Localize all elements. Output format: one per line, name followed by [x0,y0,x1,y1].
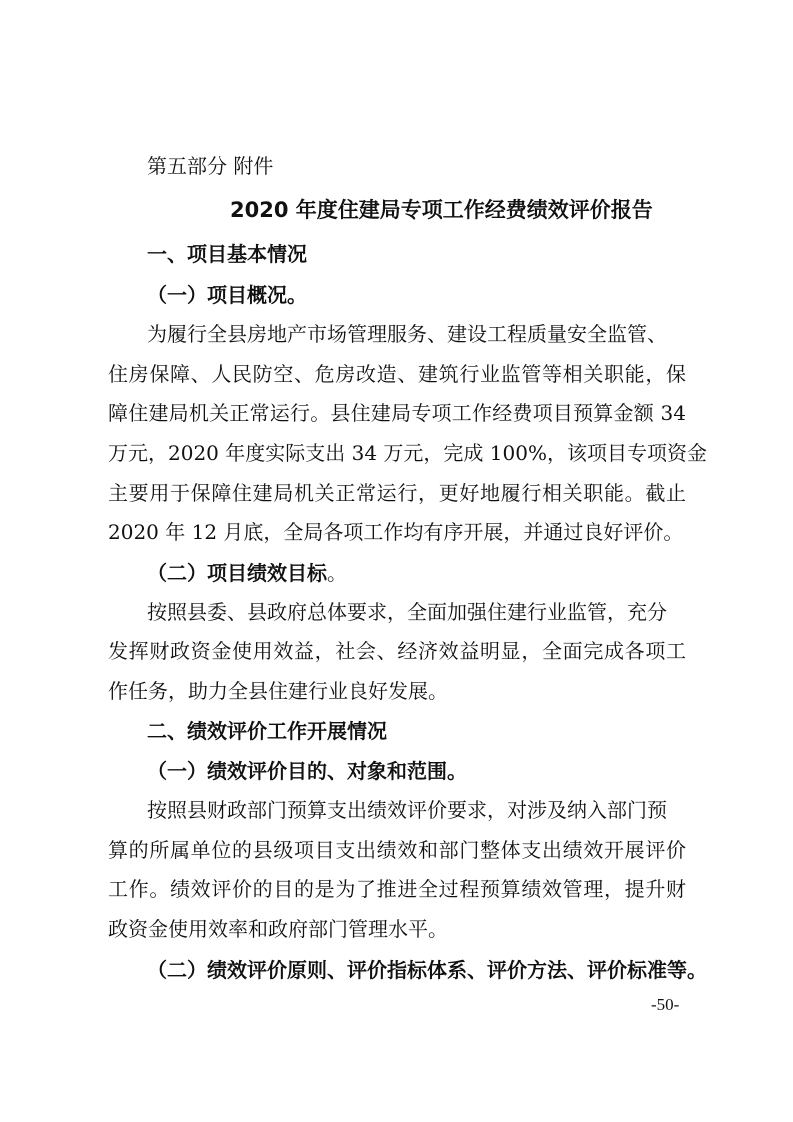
paragraph-line: 万元，2020 年度实际支出 34 万元，完成 100%，该项目专项资金 [108,441,707,465]
section1-sub2-heading-wrapper [147,560,347,586]
paragraph-line: 障住建局机关正常运行。县住建局专项工作经费项目预算金额 34 [108,401,686,425]
paragraph-line: 住房保障、人民防空、危房改造、建筑行业监管等相关职能，保 [108,362,686,386]
section2-sub1-heading: （一）绩效评价目的、对象和范围。 [147,759,467,783]
paragraph-line: 算的所属单位的县级项目支出绩效和部门整体支出绩效开展评价 [108,838,686,862]
section2-heading: 二、绩效评价工作开展情况 [147,719,387,743]
document-title: 2020 年度住建局专项工作经费绩效评价报告 [230,198,653,222]
section1-heading: 一、项目基本情况 [147,242,307,266]
paragraph-line: 2020 年 12 月底，全局各项工作均有序开展，并通过良好评价。 [108,520,684,544]
paragraph-line: 主要用于保障住建局机关正常运行，更好地履行相关职能。截止 [108,481,686,505]
paragraph-line: 发挥财政资金使用效益，社会、经济效益明显，全面完成各项工 [108,639,686,663]
paragraph-line: 作任务，助力全县住建行业良好发展。 [108,679,448,703]
page-number: -50- [651,995,680,1014]
section1-sub1-heading: （一）项目概况。 [147,283,307,307]
section1-sub2-heading-tail: 。 [327,561,347,585]
part-label: 第五部分 附件 [147,154,274,178]
paragraph-line: 政资金使用效率和政府部门管理水平。 [108,917,448,941]
paragraph-line: 按照县财政部门预算支出绩效评价要求，对涉及纳入部门预 [147,798,667,822]
section2-sub2-heading: （二）绩效评价原则、评价指标体系、评价方法、评价标准等。 [147,958,707,982]
paragraph-line: 为履行全县房地产市场管理服务、建设工程质量安全监管、 [147,322,667,346]
paragraph-line: 按照县委、县政府总体要求，全面加强住建行业监管，充分 [147,600,667,624]
paragraph-line: 工作。绩效评价的目的是为了推进全过程预算绩效管理，提升财 [108,877,686,901]
section1-sub2-heading: （二）项目绩效目标 [147,561,327,585]
